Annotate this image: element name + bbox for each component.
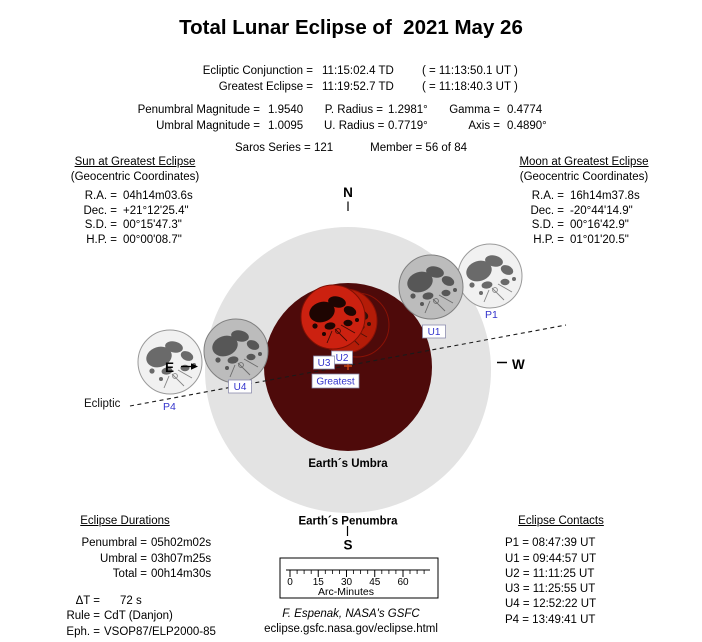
contact-u2-time: U2 = 11:11:25 UT xyxy=(505,567,595,580)
moon-ra-label: R.A. = xyxy=(531,190,564,203)
label-greatest: Greatest xyxy=(316,376,355,388)
moon-block-title: Moon at Greatest Eclipse xyxy=(519,156,649,168)
contacts-title: Eclipse Contacts xyxy=(518,515,604,527)
scale-tick-0: 0 xyxy=(287,577,293,588)
contact-u4-time: U4 = 12:52:22 UT xyxy=(505,598,597,611)
umbral-magnitude-label: Umbral Magnitude = xyxy=(156,119,260,132)
saros-series: Saros Series = 121 xyxy=(235,142,334,154)
credit-author: F. Espenak, NASA's GSFC xyxy=(282,608,420,620)
delta-t-label: ΔT = xyxy=(75,595,100,608)
sun-ra-label: R.A. = xyxy=(84,190,117,203)
magnitudes-row-2 xyxy=(0,119,702,135)
scale-tick-15: 15 xyxy=(312,577,324,588)
label-u3: U3 xyxy=(317,358,331,369)
moon-at-u4 xyxy=(204,319,268,383)
ecliptic-conjunction-row xyxy=(0,64,702,80)
total-duration-value: 00h14m30s xyxy=(151,567,212,580)
penumbral-magnitude-label: Penumbral Magnitude = xyxy=(137,104,260,116)
u-radius-value: 0.7719° xyxy=(388,119,428,132)
label-p1: P1 xyxy=(485,309,498,321)
calculation-params-block xyxy=(40,594,250,640)
umbral-magnitude-value: 1.0095 xyxy=(268,119,304,132)
sun-block-title: Sun at Greatest Eclipse xyxy=(74,156,196,168)
magnitudes-block xyxy=(0,103,702,134)
moon-at-p1 xyxy=(458,244,522,308)
scale-tick-60: 60 xyxy=(397,577,409,588)
contact-u3-time: U3 = 11:25:55 UT xyxy=(505,583,596,596)
scale-tick-30: 30 xyxy=(340,577,353,588)
credit-url: eclipse.gsfc.nasa.gov/eclipse.html xyxy=(264,623,438,635)
ecliptic-conjunction-ut: ( = 11:13:50.1 UT ) xyxy=(422,65,518,77)
moon-ra-value: 16h14m37.8s xyxy=(570,190,640,203)
scale-bar-major-ticks xyxy=(290,570,403,577)
contacts-block xyxy=(505,514,635,628)
total-duration-label: Total = xyxy=(112,567,147,580)
scale-bar-minor-ticks xyxy=(297,570,424,574)
compass-north-label: N xyxy=(343,185,353,200)
moon-sd-label: S.D. = xyxy=(531,219,564,232)
umbra-label: Earth´s Umbra xyxy=(308,458,388,470)
label-u1: U1 xyxy=(427,327,441,338)
contact-p4-time: P4 = 13:49:41 UT xyxy=(505,613,596,626)
sun-block-subtitle: (Geocentric Coordinates) xyxy=(70,170,200,183)
scale-unit-label: Arc-Minutes xyxy=(317,586,375,598)
ecliptic-conjunction-td: 11:15:02.4 TD xyxy=(322,65,394,77)
penumbra-label: Earth´s Penumbra xyxy=(298,515,398,528)
arc-minutes-scale-bar xyxy=(280,558,438,598)
moon-dec-label: Dec. = xyxy=(530,204,564,217)
axis-label: Axis = xyxy=(468,119,500,132)
rule-label: Rule = xyxy=(66,610,100,623)
label-u2: U2 xyxy=(335,353,349,364)
umbral-duration-value: 03h07m25s xyxy=(151,552,212,565)
moon-hp-label: H.P. = xyxy=(533,233,564,246)
greatest-eclipse-td: 11:19:52.7 TD xyxy=(322,80,394,93)
durations-title: Eclipse Durations xyxy=(80,515,170,527)
sun-ra-value: 04h14m03.6s xyxy=(123,190,193,203)
contact-u1-time: U1 = 09:44:57 UT xyxy=(505,552,597,565)
gamma-value: 0.4774 xyxy=(507,104,543,116)
saros-member: Member = 56 of 84 xyxy=(370,142,467,154)
compass-south-label: S xyxy=(343,537,353,553)
ecliptic-conjunction-label: Ecliptic Conjunction = xyxy=(202,65,313,77)
p-radius-label: P. Radius = xyxy=(324,104,383,116)
umbral-duration-label: Umbral = xyxy=(100,552,147,565)
moon-at-greatest xyxy=(301,285,365,349)
magnitudes-row-1 xyxy=(0,103,702,119)
penumbral-duration-value: 05h02m02s xyxy=(151,537,212,550)
page-title: Total Lunar Eclipse of 2021 May 26 xyxy=(179,16,523,39)
contact-p1-time: P1 = 08:47:39 UT xyxy=(505,537,596,550)
greatest-eclipse-ut: ( = 11:18:40.3 UT ) xyxy=(422,80,518,93)
ecliptic-label: Ecliptic xyxy=(84,398,121,410)
conjunction-block xyxy=(0,64,702,95)
moon-block-subtitle: (Geocentric Coordinates) xyxy=(519,170,649,183)
durations-block xyxy=(40,514,250,640)
moon-sd-value: 00°16'42.9" xyxy=(570,219,629,232)
sun-sd-label: S.D. = xyxy=(84,219,117,232)
compass-east-label: E xyxy=(165,360,175,375)
axis-value: 0.4890° xyxy=(507,119,547,132)
moon-coordinates-block xyxy=(475,155,693,248)
compass-west-label: W xyxy=(512,357,525,372)
scale-tick-45: 45 xyxy=(369,577,381,588)
ephemeris-value: VSOP87/ELP2000-85 xyxy=(104,625,216,638)
delta-t-value: 72 s xyxy=(104,595,142,608)
sun-hp-value: 00°00'08.7" xyxy=(123,233,182,246)
rule-value: CdT (Danjon) xyxy=(104,610,173,623)
greatest-eclipse-label: Greatest Eclipse = xyxy=(218,80,313,93)
penumbral-magnitude-value: 1.9540 xyxy=(268,104,304,116)
sun-dec-value: +21°12'25.4" xyxy=(123,204,189,217)
gamma-label: Gamma = xyxy=(449,104,500,116)
sun-coordinates-block xyxy=(28,155,242,248)
moon-hp-value: 01°01'20.5" xyxy=(570,233,629,246)
p-radius-value: 1.2981° xyxy=(388,104,428,116)
greatest-eclipse-row xyxy=(0,80,702,96)
sun-dec-label: Dec. = xyxy=(83,204,117,217)
moon-at-u1 xyxy=(399,255,463,319)
sun-sd-value: 00°15'47.3" xyxy=(123,219,182,232)
u-radius-label: U. Radius = xyxy=(324,119,385,132)
ephemeris-label: Eph. = xyxy=(66,625,100,638)
label-p4: P4 xyxy=(163,401,176,413)
penumbral-duration-label: Penumbral = xyxy=(81,537,147,550)
moon-dec-value: -20°44'14.9" xyxy=(570,204,633,217)
sun-hp-label: H.P. = xyxy=(86,233,117,246)
label-u4: U4 xyxy=(233,382,247,393)
credit-block xyxy=(231,607,471,637)
